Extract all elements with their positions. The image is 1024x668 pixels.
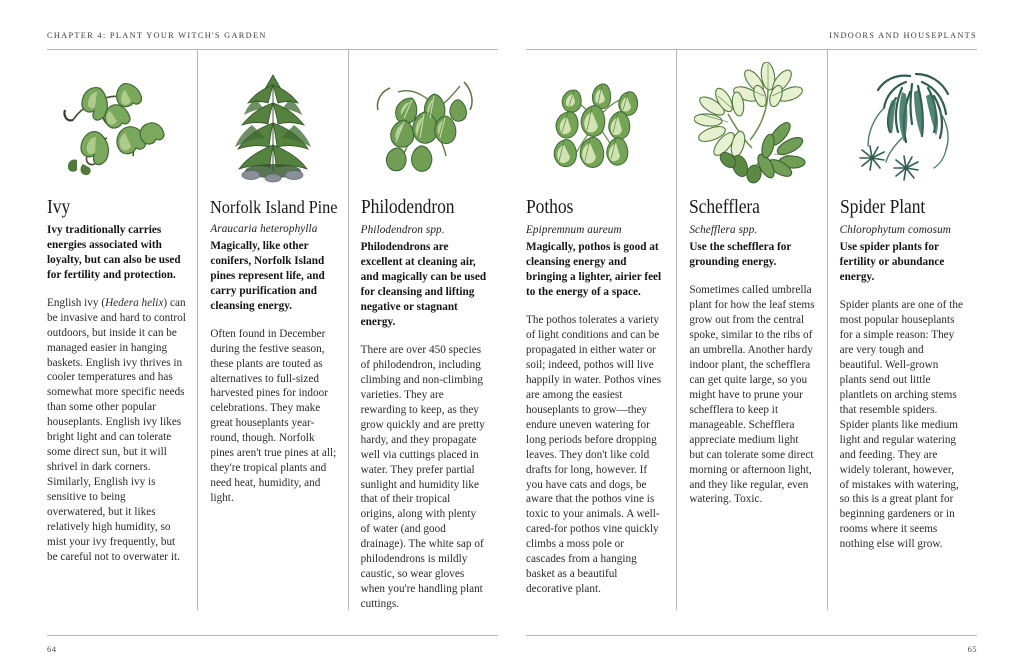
spider-plant-illustration	[840, 50, 966, 198]
footer-rule-right	[526, 635, 977, 636]
plant-name: Spider Plant	[839, 197, 925, 218]
plant-name: Philodendron	[360, 197, 455, 218]
left-page-columns	[0, 50, 512, 610]
plant-body: Spider plants are one of the most popular houseplants for a simple reason: They are very tough and beautiful. Well-grown plants send out little plantlets on arching stems that resemble spiders. Spider plants like medium light and regular watering and feeding. They are widely tolerant, however, of mistakes with watering, so this is a great plant for beginning gardeners or in rooms where it seems nothing else will grow.	[839, 299, 963, 551]
plant-intro: Magically, pothos is good at cleansing energy and bringing a lighter, airier feel to the energy of a space.	[526, 241, 662, 299]
schefflera-illustration	[689, 50, 815, 198]
right-page-columns	[512, 50, 1024, 610]
plant-entry-pothos	[526, 50, 676, 610]
plant-entry-spider-plant	[827, 50, 977, 610]
plant-latin-name: Araucaria heterophylla	[210, 222, 318, 235]
plant-entry-norfolk-island-pine	[197, 50, 347, 610]
plant-body: There are over 450 species of philodendron, including climbing and non-climbing varieties. They are rewarding to keep, as they grow quickly and are pretty hardy, and they propagate well via cuttings placed in water. They prefer partial sunlight and humidity like that of their tropical origins, along with plenty of water (and good drainage). The white sap of philodendrons is mildly caustic, so wear gloves when you're handling plant cuttings.	[360, 343, 485, 611]
philodendron-illustration	[361, 50, 487, 198]
page-number-left: 64	[47, 644, 57, 654]
plant-name: Schefflera	[689, 197, 761, 218]
plant-entry-ivy	[47, 50, 197, 610]
plant-entry-schefflera	[676, 50, 826, 610]
right-page	[512, 0, 1024, 668]
plant-name: Norfolk Island Pine	[210, 197, 338, 217]
plant-intro: Philodendrons are excellent at cleaning air, and magically can be used for cleansing and lifting negative or stagnant energy.	[360, 241, 487, 328]
plant-latin-name: Epipremnum aureum	[526, 223, 622, 236]
plant-intro: Use spider plants for fertility or abundance energy.	[839, 241, 945, 284]
plant-latin-name: Philodendron spp.	[360, 223, 445, 236]
ivy-illustration	[47, 50, 186, 198]
plant-intro: Magically, like other conifers, Norfolk Island pines represent life, and carry purification and cleansing energy.	[210, 239, 325, 312]
running-head-left: CHAPTER 4: PLANT YOUR WITCH'S GARDEN	[47, 31, 267, 40]
page-number-right: 65	[967, 644, 977, 654]
running-head-right: INDOORS AND HOUSEPLANTS	[829, 31, 977, 40]
pothos-illustration	[526, 50, 665, 198]
plant-body: The pothos tolerates a variety of light conditions and can be propagated in either water or soil; indeed, pothos will live happily in water. Pothos vines are among the easiest houseplants to grow—they endure uneven watering for long periods before dropping leaves. They don't like cold drafts for long, however. If you have cats and dogs, be aware that the pothos vine is toxic to your animals. A well-cared-for pothos vine quickly climbs a moss pole or cascades from a hanging basket as a beautiful decorative plant.	[526, 314, 662, 596]
footer-rule-left	[47, 635, 498, 636]
norfolk-island-pine-illustration	[210, 50, 336, 198]
plant-latin-name: Schefflera spp.	[689, 223, 758, 236]
plant-intro: Ivy traditionally carries energies associated with loyalty, but can also be used for fertility and protection.	[47, 223, 181, 281]
plant-entry-philodendron	[348, 50, 498, 610]
plant-body: Sometimes called umbrella plant for how the leaf stems grow out from the central spoke, similar to the ribs of an umbrella. Another hardy indoor plant, the schefflera can get quite large, so you might have to prune your schefflera to keep it manageable. Schefflera appreciate medium light but can tolerate some direct morning or afternoon light, and they like regular, even watering. Toxic.	[689, 284, 815, 506]
plant-latin-name: Chlorophytum comosum	[839, 223, 951, 236]
plant-name: Pothos	[526, 197, 574, 218]
plant-body: Often found in December during the festive season, these plants are touted as alternatives to full-sized harvested pines for indoor celebrations. They make great houseplants year-round, though. Norfolk pines aren't true pines at all; they're tropical plants and need heat, humidity, and light.	[210, 327, 337, 505]
plant-name: Ivy	[47, 197, 71, 218]
plant-intro: Use the schefflera for grounding energy.	[689, 241, 792, 269]
plant-body: English ivy (Hedera helix) can be invasive and hard to control outdoors, but inside it can be managed easier in hanging baskets. English ivy thrives in cooler temperatures and has somewhat more specific needs than some other popular houseplants. English ivy likes bright light and can tolerate some direct sun, but it will shrivel in dark corners. Similarly, English ivy is sensitive to being overwatered, but it likes relatively high humidity, so mist your ivy frequently, but be careful not to overwater it.	[47, 296, 186, 563]
